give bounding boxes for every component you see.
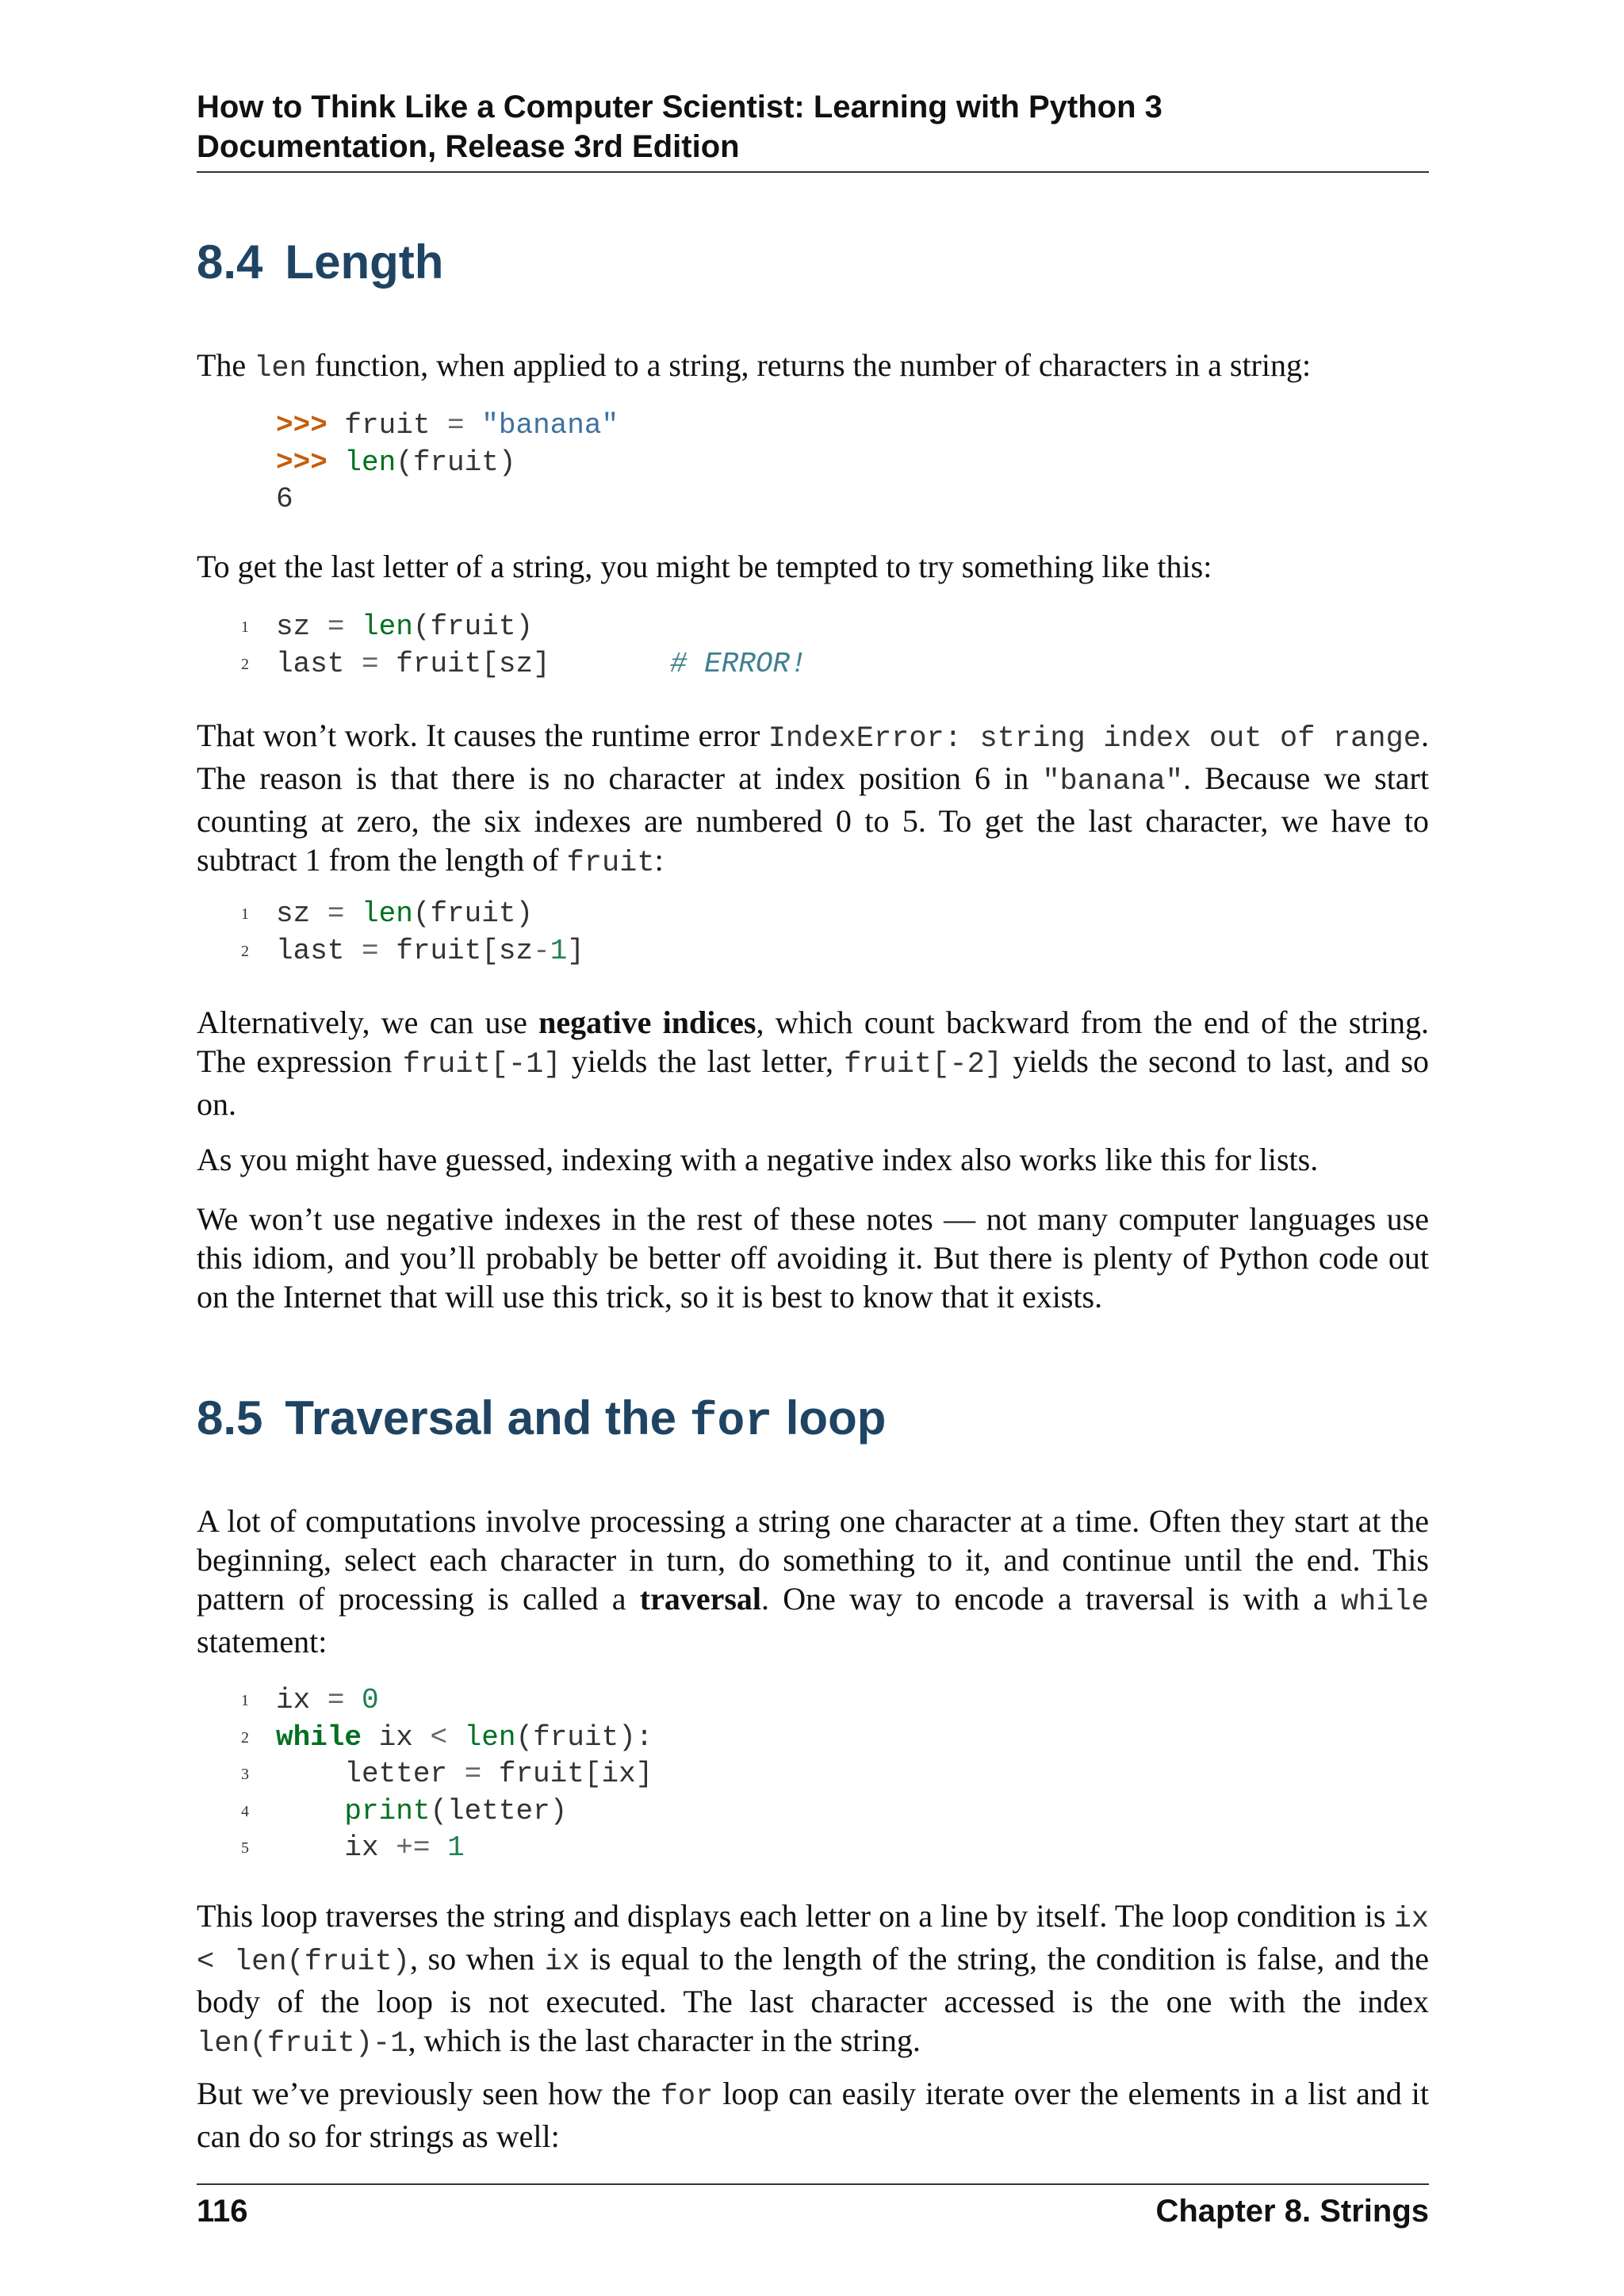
section-number: 8.5 — [197, 1391, 263, 1445]
code-token — [344, 610, 362, 643]
code-token: sz — [276, 897, 327, 930]
line-number: 1 — [241, 905, 249, 923]
text: That won’t work. It causes the runtime error — [197, 718, 768, 753]
page-footer — [197, 2191, 1429, 2231]
code-token: = — [327, 1684, 345, 1716]
code-token: (fruit): — [515, 1720, 653, 1754]
code-token: (fruit) — [412, 897, 534, 930]
code-token: fruit — [327, 409, 448, 442]
repl-prompt: >>> — [276, 446, 327, 479]
code-token: - — [533, 934, 550, 967]
code-token: (letter) — [430, 1794, 568, 1827]
text: A lot of computations involve processing a string one character at a time. Often they start at the beginning, select each character in turn, do something to it, and continue until the end. This pattern of processing is called a — [197, 1503, 1429, 1617]
header-title-line-1: How to Think Like a Computer Scientist: Learning with Python 3 — [197, 90, 1162, 124]
code-token: fruit[sz — [378, 934, 534, 967]
repl-prompt: >>> — [276, 409, 327, 442]
code-builtin: len — [362, 897, 413, 930]
line-number: 1 — [241, 618, 249, 636]
code-token: = — [362, 934, 379, 967]
text: . The reason is that there is no character at index position 6 in — [197, 718, 1429, 796]
text: , which is the last character in the string. — [408, 2022, 921, 2058]
code-block-len-example — [276, 408, 1508, 519]
inline-code: fruit[-1] — [402, 1048, 561, 1081]
code-token — [447, 1721, 465, 1754]
code-token: = — [362, 647, 379, 680]
code-number: 0 — [362, 1684, 379, 1716]
header-title-line-2: Documentation, Release 3rd Edition — [197, 129, 740, 164]
code-token: ix — [276, 1684, 327, 1716]
inline-code: ix — [544, 1946, 580, 1979]
code-block-error-example — [241, 609, 1508, 683]
line-number: 1 — [241, 1692, 249, 1709]
running-header — [197, 87, 1429, 173]
section-number: 8.4 — [197, 235, 263, 289]
code-block-while-loop — [241, 1682, 1508, 1867]
code-token: last — [276, 934, 362, 967]
code-token: ix — [362, 1720, 431, 1754]
code-builtin: print — [344, 1794, 431, 1827]
paragraph-lists-note: As you might have guessed, indexing with a negative index also works like this for lists. — [197, 1142, 1319, 1177]
text: , which count backward from the end of the string. The expression — [197, 1004, 1430, 1079]
section-8-4 — [197, 235, 1429, 290]
paragraph-last-letter: To get the last letter of a string, you might be tempted to try something like this: — [197, 549, 1212, 584]
inline-code: fruit[-2] — [844, 1048, 1003, 1081]
paragraph-traversal-intro — [197, 1502, 1429, 1661]
code-token — [344, 897, 362, 930]
term-negative-indices: negative indices — [538, 1004, 756, 1040]
text: . One way to encode a traversal is with a — [761, 1581, 1341, 1617]
code-token: ix — [276, 1831, 396, 1864]
term-traversal: traversal — [639, 1581, 762, 1617]
section-8-5 — [197, 1391, 1429, 1451]
code-token: += — [396, 1831, 431, 1864]
code-token: = — [464, 1758, 482, 1790]
page-number: 116 — [197, 2194, 248, 2229]
code-string: "banana" — [481, 409, 619, 442]
text: statement: — [197, 1624, 327, 1659]
text: Alternatively, we can use — [197, 1004, 539, 1040]
code-token: (fruit) — [412, 610, 534, 643]
repl-output: 6 — [276, 483, 293, 515]
line-number: 2 — [241, 655, 249, 673]
paragraph-index-error — [197, 716, 1429, 883]
line-number: 2 — [241, 942, 249, 960]
code-token: (fruit) — [396, 446, 516, 479]
section-title: Length — [285, 235, 444, 289]
text: yields the last letter, — [561, 1043, 845, 1079]
line-number: 5 — [241, 1839, 249, 1857]
text: The — [197, 347, 255, 383]
code-token: fruit[ix] — [481, 1758, 653, 1790]
text: This loop traverses the string and displays each letter on a line by itself. The loop condition is — [197, 1898, 1394, 1934]
code-token: sz — [276, 610, 327, 643]
code-token: ] — [567, 934, 584, 967]
code-token: = — [447, 409, 465, 442]
code-token: fruit[sz] — [378, 647, 670, 680]
paragraph-loop-explanation — [197, 1896, 1429, 2064]
code-builtin: len — [344, 446, 396, 479]
inline-code: while — [1340, 1586, 1429, 1619]
paragraph-negative-indices — [197, 1003, 1429, 1123]
text: : — [654, 842, 664, 878]
inline-code: len(fruit)-1 — [197, 2027, 408, 2061]
code-number: 1 — [550, 934, 568, 967]
text: yields the second to last, and so on. — [197, 1043, 1430, 1122]
inline-code: "banana" — [1042, 765, 1183, 798]
inline-code: fruit — [566, 847, 655, 880]
code-token — [430, 1831, 447, 1864]
text: , so when — [409, 1941, 545, 1976]
code-token: = — [327, 610, 345, 643]
code-token: last — [276, 647, 362, 680]
section-heading-length — [197, 235, 1429, 290]
section-title: Traversal and the — [285, 1391, 690, 1445]
inline-code: IndexError: string index out of range — [768, 722, 1421, 756]
section-title: loop — [772, 1391, 887, 1445]
text: loop can easily iterate over the elements in a list and it can do so for strings as well: — [197, 2076, 1429, 2154]
inline-code: for — [660, 2080, 714, 2114]
line-number: 4 — [241, 1802, 249, 1820]
inline-code: ix < len(fruit) — [197, 1903, 1429, 1979]
code-token — [465, 409, 482, 442]
code-number: 1 — [447, 1831, 465, 1864]
paragraph-avoid-negative: We won’t use negative indexes in the rest of these notes — not many computer languages use this idiom, and you’ll probably be better off avoiding it. But there is plenty of Python code out on the Internet that will use this trick, so it is best to know that it exists. — [197, 1201, 1429, 1314]
code-comment: # ERROR! — [669, 647, 807, 680]
line-number: 2 — [241, 1728, 249, 1747]
code-token — [344, 1684, 362, 1716]
text: is equal to the length of the string, the condition is false, and the body of the loop is not executed. The last character accessed is the one with the index — [197, 1941, 1429, 2019]
code-builtin: len — [464, 1720, 516, 1754]
section-heading-traversal — [197, 1391, 1429, 1451]
footer-divider — [197, 2183, 1429, 2185]
paragraph-for-loop-intro — [197, 2074, 1429, 2156]
inline-code: len — [254, 352, 307, 385]
code-token: < — [430, 1720, 448, 1754]
chapter-label: Chapter 8. Strings — [1155, 2194, 1429, 2229]
code-block-fixed-example — [241, 896, 1508, 970]
text: . Because we start counting at zero, the six indexes are numbered 0 to 5. To get the last character, we have to subtract 1 from the length of — [197, 760, 1429, 878]
paragraph-len-intro — [197, 346, 1429, 388]
code-token — [327, 446, 345, 479]
code-keyword: while — [276, 1720, 362, 1754]
line-number: 3 — [241, 1766, 249, 1783]
code-token — [276, 1795, 344, 1827]
section-title-code: for — [689, 1397, 773, 1448]
code-token: = — [327, 897, 345, 930]
code-builtin: len — [362, 610, 413, 643]
code-token: letter — [276, 1758, 465, 1790]
text: function, when applied to a string, returns the number of characters in a string: — [306, 347, 1312, 383]
text: But we’ve previously seen how the — [197, 2076, 661, 2111]
